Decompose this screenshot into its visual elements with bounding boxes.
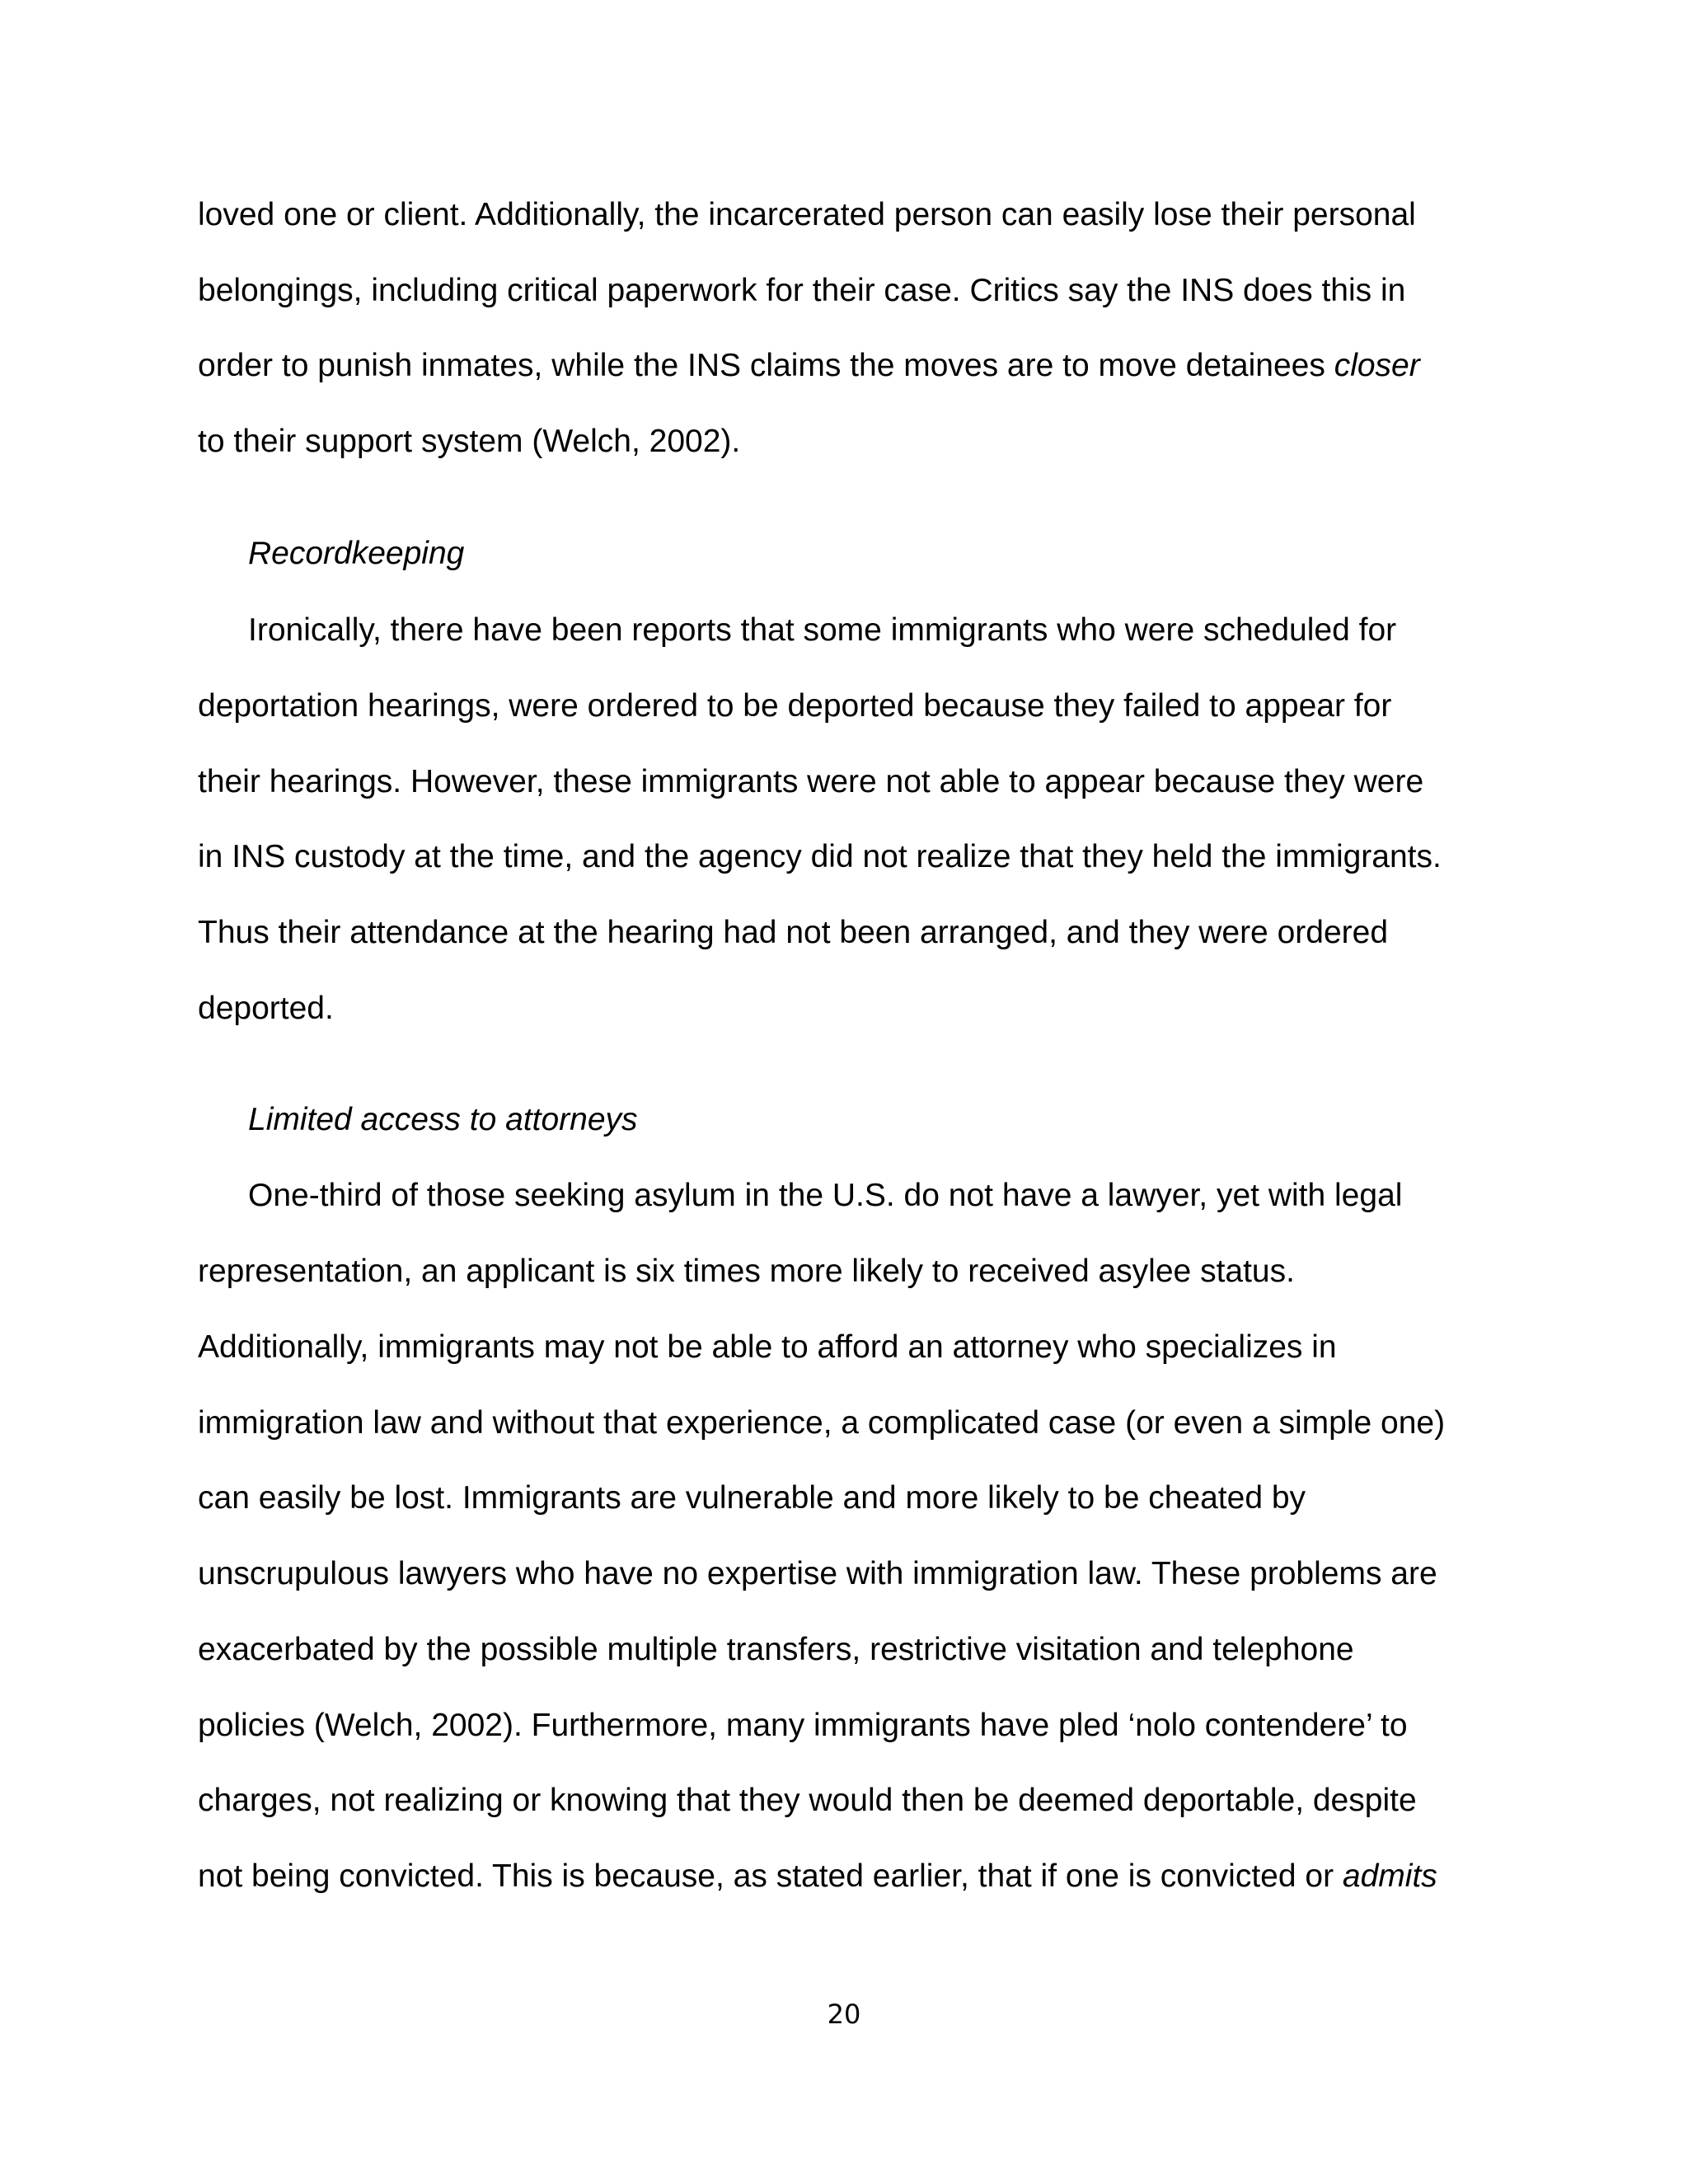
- body-line: unscrupulous lawyers who have no expertise with immigration law. These problems are: [198, 1556, 1437, 1591]
- body-line: exacerbated by the possible multiple transfers, restrictive visitation and telephone: [198, 1632, 1354, 1667]
- body-line: policies (Welch, 2002). Furthermore, many immigrants have pled ‘nolo contendere’ to: [198, 1708, 1408, 1743]
- body-line: immigration law and without that experience, a complicated case (or even a simple one): [198, 1405, 1446, 1441]
- body-line: representation, an applicant is six times more likely to received asylee status.: [198, 1254, 1295, 1289]
- body-line: Ironically, there have been reports that some immigrants who were scheduled for: [248, 612, 1397, 648]
- body-line: can easily be lost. Immigrants are vulnerable and more likely to be cheated by: [198, 1480, 1306, 1516]
- body-text: not being convicted. This is because, as stated earlier, that if one is convicted or: [198, 1858, 1343, 1894]
- body-line: One-third of those seeking asylum in the U.S. do not have a lawyer, yet with legal: [248, 1178, 1403, 1213]
- body-line: charges, not realizing or knowing that they would then be deemed deportable, despite: [198, 1783, 1417, 1818]
- body-line: Thus their attendance at the hearing had not been arranged, and they were ordered: [198, 915, 1389, 950]
- page-number: 20: [827, 1999, 861, 2030]
- body-line: Additionally, immigrants may not be able to afford an attorney who specializes in: [198, 1329, 1337, 1365]
- body-line: deported.: [198, 991, 334, 1026]
- body-line: deportation hearings, were ordered to be deported because they failed to appear for: [198, 688, 1392, 724]
- body-line: to their support system (Welch, 2002).: [198, 424, 741, 459]
- body-line: belongings, including critical paperwork for their case. Critics say the INS does this in: [198, 273, 1406, 308]
- emphasis-text: admits: [1342, 1858, 1437, 1894]
- body-line: in INS custody at the time, and the agency did not realize that they held the immigrants.: [198, 839, 1442, 874]
- body-line: their hearings. However, these immigrants were not able to appear because they were: [198, 764, 1424, 799]
- body-line: [198, 1858, 1437, 1896]
- body-line: loved one or client. Additionally, the incarcerated person can easily lose their personal: [198, 197, 1416, 232]
- section-heading-recordkeeping: Recordkeeping: [248, 536, 465, 571]
- body-text: order to punish inmates, while the INS claims the moves are to move detainees: [198, 348, 1334, 383]
- body-line: [198, 347, 1420, 385]
- section-heading-limited-access: Limited access to attorneys: [248, 1102, 638, 1137]
- emphasis-text: closer: [1334, 348, 1420, 383]
